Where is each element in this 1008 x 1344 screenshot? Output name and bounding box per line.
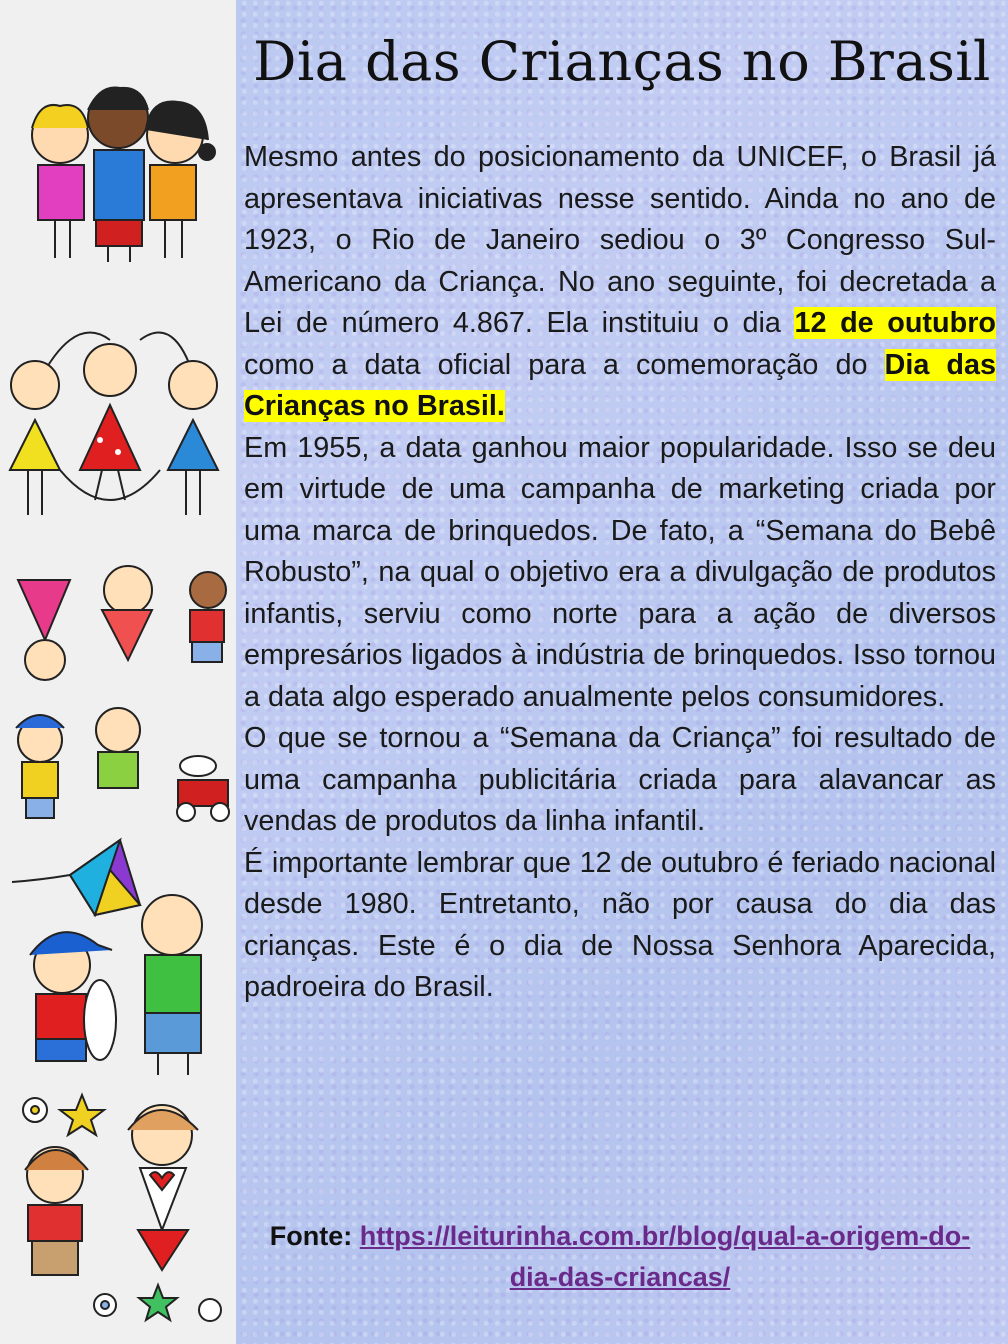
jump-rope-children-icon: [10, 333, 218, 516]
highlight-date: 12 de outubro: [794, 307, 997, 339]
paragraph-2: Em 1955, a data ganhou maior popularidade. Isso se deu em virtude de uma campanha de marketing criada por uma marca de brinquedos. De fato, a “Semana do Bebê Robusto”, na qual o objetivo era a divulgação de produtos infantis, serviu como norte para a ação de diversos empresários ligados à indústria de brinquedos. Isso tornou a data algo esperado anualmente pelos consumidores.: [244, 431, 996, 713]
source-label: Fonte:: [269, 1221, 360, 1251]
article-body: [244, 137, 996, 1009]
children-group-icon: [32, 87, 215, 262]
source-citation: [250, 1216, 990, 1298]
children-illustrations: [0, 0, 236, 1344]
paragraph-3: O que se tornou a “Semana da Criança” foi resultado de uma campanha publicitária criada para alavancar as vendas de produtos da linha infantil.: [244, 722, 996, 837]
highlight-day-name: Dia das Crianças no Brasil.: [244, 348, 997, 422]
paragraph-1-text-middle: como a data oficial para a comemoração do: [244, 348, 885, 381]
paragraph-1: [244, 137, 996, 428]
playing-children-icon: [16, 566, 229, 821]
paragraph-1-text-before: Mesmo antes do posicionamento da UNICEF, o Brasil já apresentava iniciativas nesse sentido. Ainda no ano de 1923, o Rio de Janeiro sediou o 3º Congresso Sul-Americano da Criança. No ano seguinte, foi decretada a Lei de número 4.867. Ela instituiu o dia: [244, 141, 996, 339]
flower-star-children-icon: [23, 1095, 221, 1321]
source-link[interactable]: https://leiturinha.com.br/blog/qual-a-origem-do-dia-das-criancas/: [359, 1221, 971, 1292]
illustration-sidebar: [0, 0, 236, 1344]
paragraph-4: É importante lembrar que 12 de outubro é feriado nacional desde 1980. Entretanto, não por causa do dia das crianças. Este é o dia de Nossa Senhora Aparecida, padroeira do Brasil.: [244, 846, 996, 1003]
kite-children-icon: [12, 840, 202, 1075]
page-title: Dia das Crianças no Brasil: [253, 30, 991, 93]
